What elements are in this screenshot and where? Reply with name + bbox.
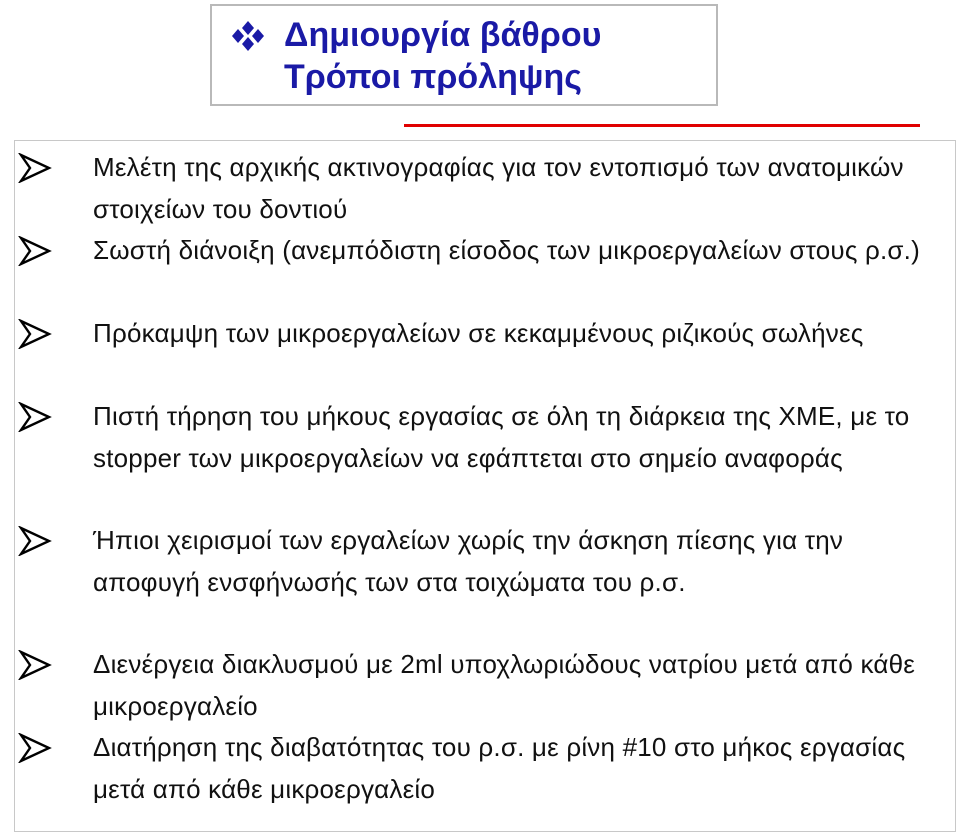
list-item-text: Σωστή διάνοιξη (ανεμπόδιστη είσοδος των μικροεργαλείων στους ρ.σ.) xyxy=(93,235,920,265)
four-diamond-icon xyxy=(228,20,268,52)
page-subtitle: Τρόποι πρόληψης xyxy=(284,58,582,96)
list-item-text: Διατήρηση της διαβατότητας του ρ.σ. με ρίνη #10 στο μήκος εργασίας μετά από κάθε μικροεργαλείο xyxy=(93,732,906,804)
list-item-text: Ήπιοι χειρισμοί των εργαλείων χωρίς την άσκηση πίεσης για την αποφυγή ενσφήνωσής των στα τοιχώματα του ρ.σ. xyxy=(93,525,844,597)
arrowhead-bullet-icon xyxy=(17,153,53,183)
arrowhead-bullet-icon xyxy=(17,733,53,763)
title-box xyxy=(210,4,718,106)
arrowhead-bullet-icon xyxy=(17,526,53,556)
list-item-text: Διενέργεια διακλυσμού με 2ml υποχλωριώδους νατρίου μετά από κάθε μικροεργαλείο xyxy=(93,649,916,721)
list-item-text: Πρόκαμψη των μικροεργαλείων σε κεκαμμένους ριζικούς σωλήνες xyxy=(93,318,864,348)
arrowhead-bullet-icon xyxy=(17,402,53,432)
list-item-text: Μελέτη της αρχικής ακτινογραφίας για τον εντοπισμό των ανατομικών στοιχείων του δοντιού xyxy=(93,152,904,224)
arrowhead-bullet-icon xyxy=(17,236,53,266)
arrowhead-bullet-icon xyxy=(17,319,53,349)
page-title: Δημιουργία βάθρου xyxy=(284,16,602,54)
arrowhead-bullet-icon xyxy=(17,650,53,680)
bullet-list xyxy=(14,140,956,832)
list-item-text: Πιστή τήρηση του μήκους εργασίας σε όλη τη διάρκεια της ΧΜΕ, με το stopper των μικροεργαλείων να εφάπτεται στο σημείο αναφοράς xyxy=(93,401,910,473)
accent-divider xyxy=(404,124,920,127)
